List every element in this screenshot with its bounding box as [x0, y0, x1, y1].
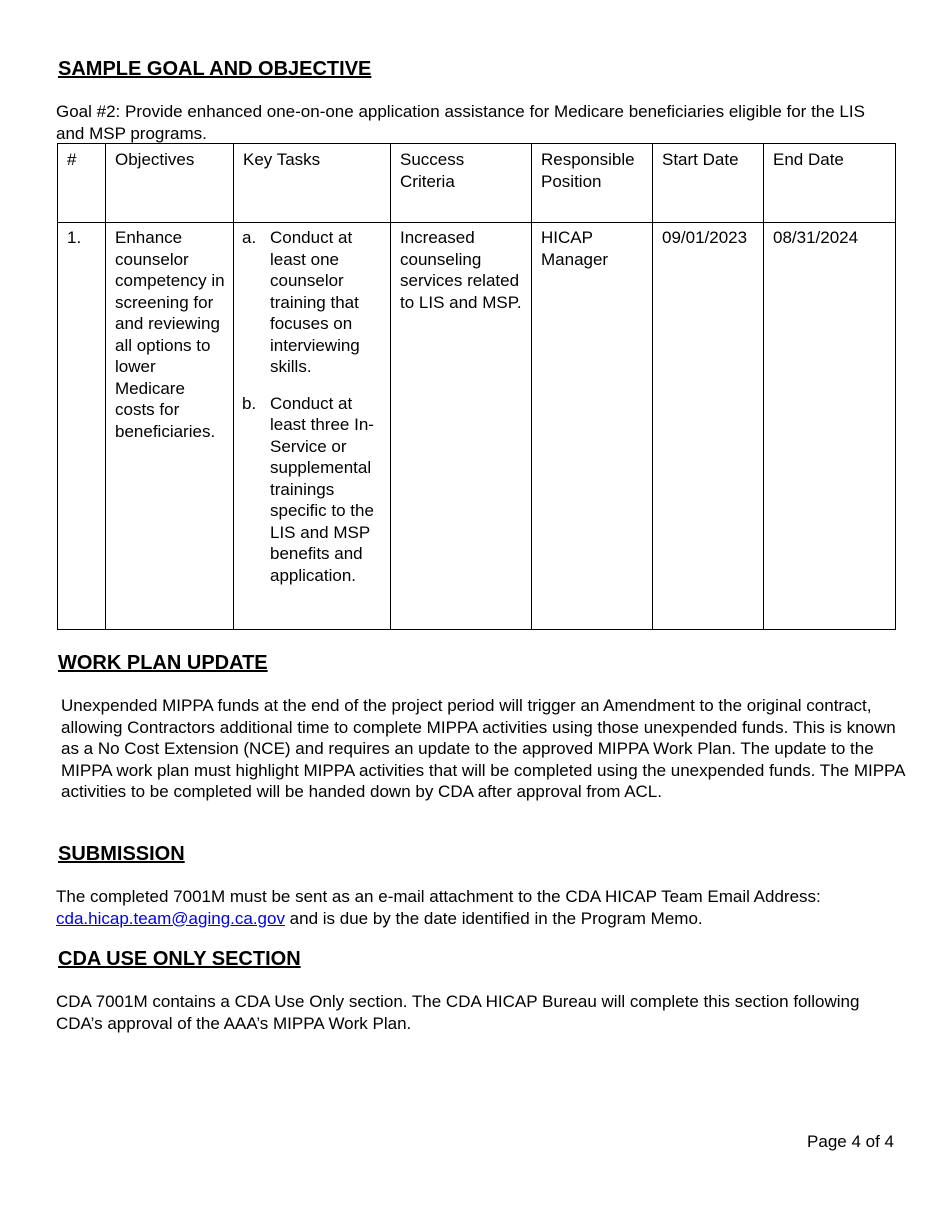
row-objective: Enhance counselor competency in screening for and reviewing all options to lower Medicare costs for beneficiaries.	[106, 223, 234, 630]
row-start-date: 09/01/2023	[653, 223, 764, 630]
header-responsible-position: Responsible Position	[532, 144, 653, 223]
cda-use-only-heading: CDA USE ONLY SECTION	[58, 948, 301, 970]
submission-text-start: The completed 7001M must be sent as an e-mail attachment to the CDA HICAP Team Email Address:	[56, 887, 821, 906]
header-start-date: Start Date	[653, 144, 764, 223]
team-email-link[interactable]: cda.hicap.team@aging.ca.gov	[56, 908, 285, 928]
goal-objectives-table	[57, 143, 896, 630]
row-key-tasks	[234, 223, 391, 630]
row-end-date: 08/31/2024	[764, 223, 896, 630]
header-number: #	[58, 144, 106, 223]
row-responsible-position: HICAP Manager	[532, 223, 653, 630]
key-task-text: Conduct at least three In-Service or supplemental trainings specific to the LIS and MSP benefits and application.	[270, 393, 374, 585]
submission-text	[56, 886, 896, 929]
table-header-row	[58, 144, 896, 223]
cda-use-only-text: CDA 7001M contains a CDA Use Only section. The CDA HICAP Bureau will complete this section following CDA’s approval of the AAA’s MIPPA Work Plan.	[56, 992, 860, 1033]
header-objectives: Objectives	[106, 144, 234, 223]
key-task-text: Conduct at least one counselor training that focuses on interviewing skills.	[270, 228, 360, 376]
key-task-item	[242, 227, 384, 378]
submission-heading: SUBMISSION	[58, 843, 185, 865]
goal-text: Goal #2: Provide enhanced one-on-one application assistance for Medicare beneficiaries eligible for the LIS and MSP programs.	[56, 102, 865, 143]
page-number: Page 4 of 4	[807, 1132, 894, 1151]
header-end-date: End Date	[764, 144, 896, 223]
work-plan-update-text: Unexpended MIPPA funds at the end of the project period will trigger an Amendment to the original contract, allowing Contractors additional time to complete MIPPA activities using those unexpended funds. This is known as a No Cost Extension (NCE) and requires an update to the approved MIPPA Work Plan. The update to the MIPPA work plan must highlight MIPPA activities that will be completed using the unexpended funds. The MIPPA activities to be completed will be handed down by CDA after approval from ACL.	[61, 696, 905, 801]
header-success-criteria: Success Criteria	[391, 144, 532, 223]
key-task-marker: b.	[242, 393, 257, 413]
row-success-criteria: Increased counseling services related to LIS and MSP.	[391, 223, 532, 630]
key-task-marker: a.	[242, 228, 257, 247]
header-key-tasks: Key Tasks	[234, 144, 391, 223]
submission-text-end: and is due by the date identified in the Program Memo.	[284, 908, 703, 928]
row-number: 1.	[58, 223, 106, 630]
sample-goal-heading: SAMPLE GOAL AND OBJECTIVE	[58, 58, 372, 80]
work-plan-update-heading: WORK PLAN UPDATE	[58, 652, 268, 674]
key-task-list	[242, 227, 384, 586]
key-task-item	[242, 393, 384, 587]
table-row	[58, 223, 896, 630]
